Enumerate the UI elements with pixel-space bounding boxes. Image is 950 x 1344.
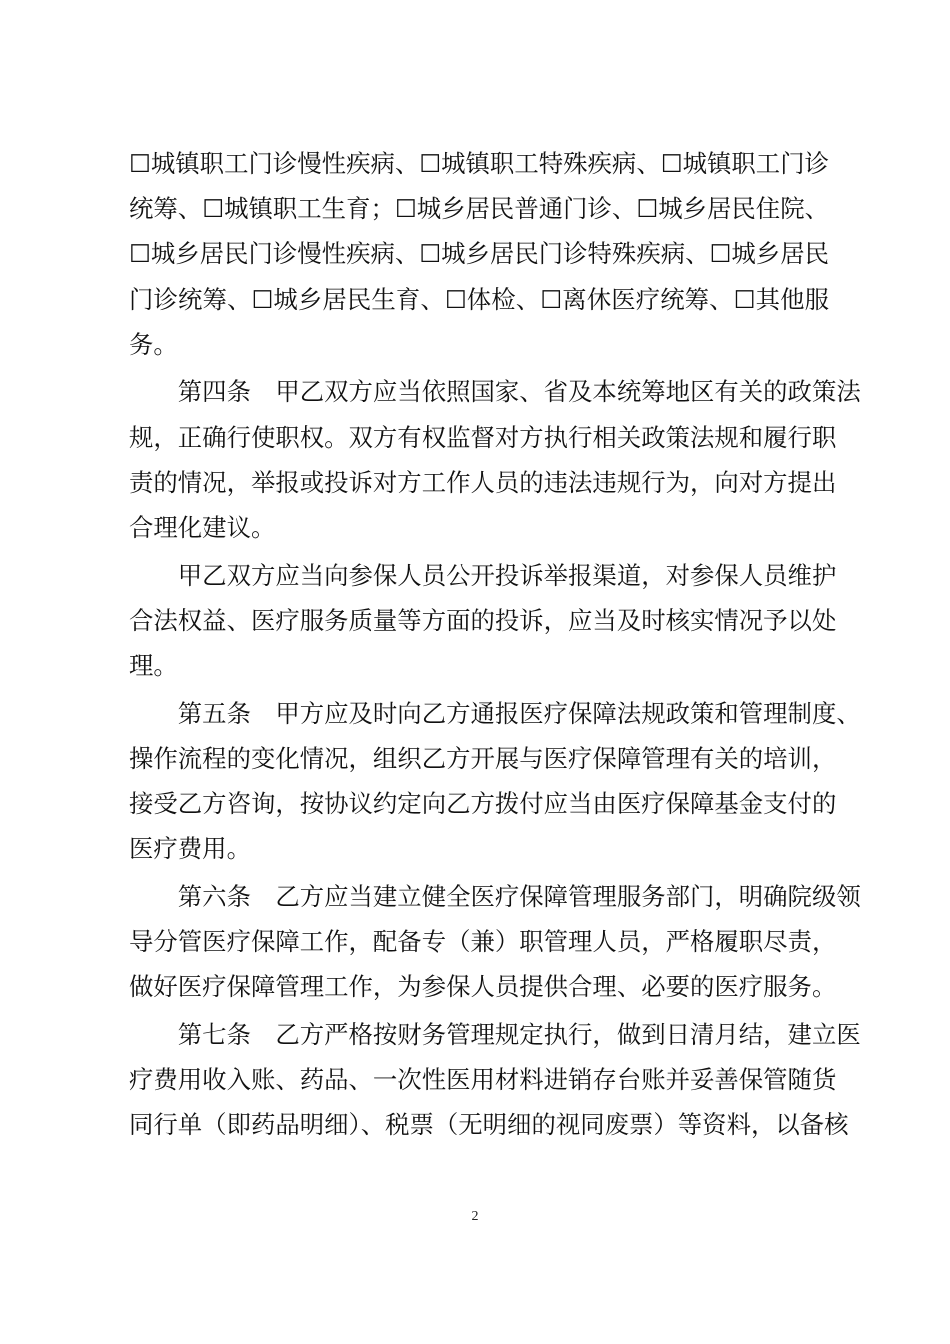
- text-line: 理。: [129, 651, 178, 681]
- text-line: 合法权益、医疗服务质量等方面的投诉，应当及时核实情况予以处: [129, 605, 837, 635]
- paragraph-article-4: [129, 369, 861, 550]
- text-line: ☐城镇职工门诊慢性疾病、☐城镇职工特殊疾病、☐城镇职工门诊: [129, 149, 829, 178]
- paragraph-service-types: [129, 141, 829, 367]
- text-line: 疗费用收入账、药品、一次性医用材料进销存台账并妥善保管随货: [129, 1065, 837, 1095]
- text-line: 务。: [129, 329, 178, 359]
- text-line: 导分管医疗保障工作，配备专（兼）职管理人员，严格履职尽责，: [129, 927, 837, 957]
- text-line: 门诊统筹、☐城乡居民生育、☐体检、☐离休医疗统筹、☐其他服: [129, 284, 829, 314]
- text-line: 第五条 甲方应及时向乙方通报医疗保障法规政策和管理制度、: [129, 698, 861, 728]
- text-line: 接受乙方咨询，按协议约定向乙方拨付应当由医疗保障基金支付的: [129, 789, 837, 819]
- paragraph-complaint-channel: [129, 553, 837, 689]
- text-line: 第六条 乙方应当建立健全医疗保障管理服务部门，明确院级领: [129, 882, 861, 911]
- text-line: 医疗费用。: [129, 834, 251, 864]
- page-number: 2: [471, 1209, 479, 1224]
- document-body: [129, 141, 861, 1148]
- text-line: 规，正确行使职权。双方有权监督对方执行相关政策法规和履行职: [129, 422, 837, 452]
- text-line: 统筹、☐城镇职工生育；☐城乡居民普通门诊、☐城乡居民住院、: [129, 194, 829, 224]
- paragraph-article-5: [129, 691, 861, 872]
- text-line: ☐城乡居民门诊慢性疾病、☐城乡居民门诊特殊疾病、☐城乡居民: [129, 239, 829, 269]
- paragraph-article-6: [129, 874, 861, 1010]
- text-line: 操作流程的变化情况，组织乙方开展与医疗保障管理有关的培训，: [129, 743, 837, 773]
- text-line: 责的情况，举报或投诉对方工作人员的违法违规行为，向对方提出: [129, 467, 837, 497]
- text-line: 第七条 乙方严格按财务管理规定执行，做到日清月结，建立医: [129, 1020, 861, 1050]
- text-line: 第四条 甲乙双方应当依照国家、省及本统筹地区有关的政策法: [129, 377, 861, 407]
- text-line: 同行单（即药品明细）、税票（无明细的视同废票）等资料，以备核: [129, 1110, 849, 1140]
- text-line: 合理化建议。: [129, 513, 276, 542]
- text-line: 甲乙双方应当向参保人员公开投诉举报渠道，对参保人员维护: [129, 560, 837, 590]
- text-line: 做好医疗保障管理工作，为参保人员提供合理、必要的医疗服务。: [129, 972, 837, 1002]
- paragraph-article-7: [129, 1012, 861, 1148]
